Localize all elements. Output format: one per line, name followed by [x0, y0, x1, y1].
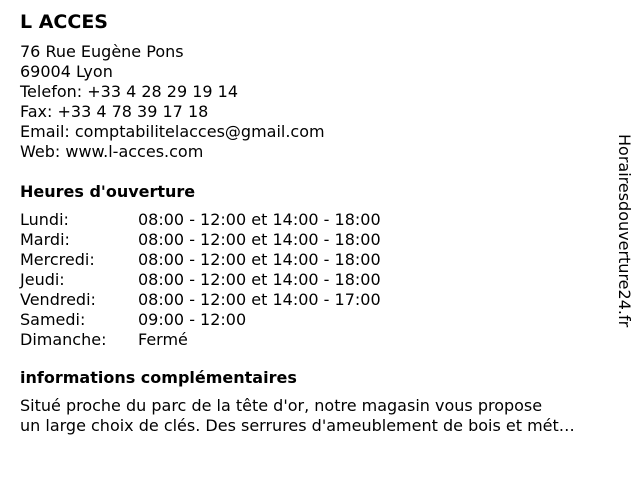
day-hours: 08:00 - 12:00 et 14:00 - 18:00	[138, 270, 381, 289]
day-hours: Fermé	[138, 330, 188, 349]
address-street: 76 Rue Eugène Pons	[20, 42, 184, 61]
hours-row-friday	[20, 290, 620, 310]
day-label: Dimanche:	[20, 330, 107, 349]
day-label: Lundi:	[20, 210, 69, 229]
info-line: un large choix de clés. Des serrures d'ameublement de bois et mét…	[20, 416, 575, 435]
hours-row-monday	[20, 210, 620, 230]
hours-row-sunday	[20, 330, 620, 350]
day-hours: 08:00 - 12:00 et 14:00 - 17:00	[138, 290, 381, 309]
watermark-text: Horairesdouverture24.fr	[615, 134, 634, 328]
day-hours: 08:00 - 12:00 et 14:00 - 18:00	[138, 230, 381, 249]
info-line: Situé proche du parc de la tête d'or, notre magasin vous propose	[20, 396, 543, 415]
day-hours: 08:00 - 12:00 et 14:00 - 18:00	[138, 210, 381, 229]
hours-row-wednesday	[20, 250, 620, 270]
business-card	[20, 10, 620, 436]
info-description	[20, 396, 622, 436]
phone-number: Telefon: +33 4 28 29 19 14	[20, 82, 239, 101]
hours-heading: Heures d'ouverture	[20, 182, 196, 201]
hours-table	[20, 210, 620, 350]
day-label: Mercredi:	[20, 250, 95, 269]
address-city: 69004 Lyon	[20, 62, 113, 81]
day-label: Mardi:	[20, 230, 70, 249]
day-label: Vendredi:	[20, 290, 96, 309]
fax-number: Fax: +33 4 78 39 17 18	[20, 102, 209, 121]
website: Web: www.l-acces.com	[20, 142, 204, 161]
info-heading: informations complémentaires	[20, 368, 297, 387]
hours-row-tuesday	[20, 230, 620, 250]
day-hours: 08:00 - 12:00 et 14:00 - 18:00	[138, 250, 381, 269]
business-name: L ACCES	[20, 11, 108, 33]
email-address: Email: comptabilitelacces@gmail.com	[20, 122, 325, 141]
day-label: Jeudi:	[20, 270, 65, 289]
sidebar-watermark	[612, 134, 636, 374]
hours-row-thursday	[20, 270, 620, 290]
day-hours: 09:00 - 12:00	[138, 310, 247, 329]
hours-row-saturday	[20, 310, 620, 330]
day-label: Samedi:	[20, 310, 86, 329]
